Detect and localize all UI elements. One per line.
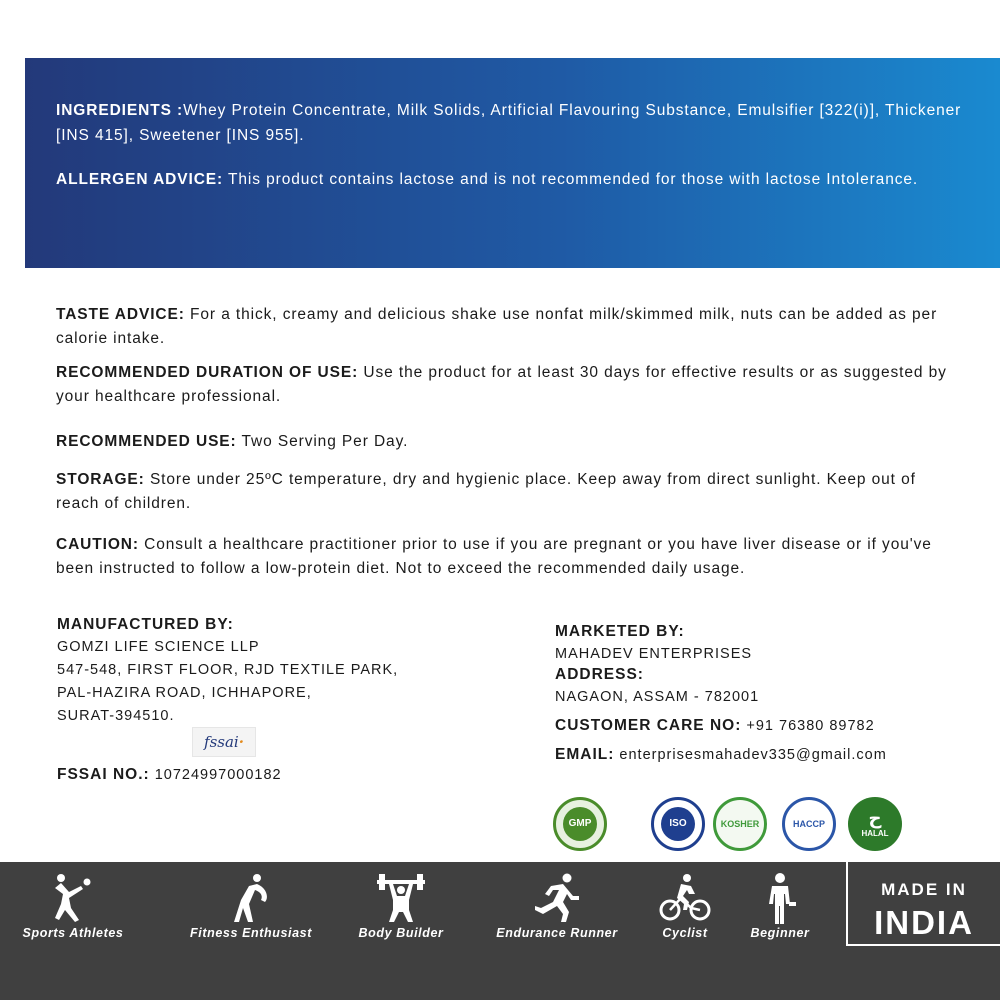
haccp-badge-icon: HACCP bbox=[782, 797, 836, 851]
manufacturer-line: GOMZI LIFE SCIENCE LLP bbox=[57, 639, 260, 655]
weightlifter-icon bbox=[375, 872, 427, 924]
activity-fitness-enthusiast bbox=[190, 862, 312, 1000]
audience-footer bbox=[0, 862, 1000, 1000]
cyclist-icon bbox=[659, 872, 711, 924]
ingredients-value: Whey Protein Concentrate, Milk Solids, Artificial Flavouring Substance, Emulsifier [322(i)], Thickener [INS 415], Sweetener [INS 955]. bbox=[56, 102, 962, 144]
taste-advice bbox=[56, 303, 956, 351]
halal-script-mark: ح bbox=[868, 808, 882, 829]
duration-value: Use the product for at least 30 days for effective results or as suggested by your healthcare professional. bbox=[56, 364, 947, 405]
marketer-address: NAGAON, ASSAM - 782001 bbox=[555, 689, 760, 705]
activity-label: Fitness Enthusiast bbox=[190, 926, 312, 940]
recommended-use-label: RECOMMENDED USE: bbox=[56, 433, 237, 450]
ingredients-banner bbox=[25, 58, 1000, 268]
email-row bbox=[555, 743, 887, 767]
activity-label: Endurance Runner bbox=[496, 926, 618, 940]
fssai-logo-mark: · bbox=[238, 733, 244, 751]
made-in-text: MADE IN bbox=[881, 880, 967, 899]
ingredients-label: INGREDIENTS : bbox=[56, 102, 184, 119]
halal-badge-text: HALAL bbox=[861, 829, 889, 838]
fssai-number: 10724997000182 bbox=[149, 767, 282, 783]
recommended-use-value: Two Serving Per Day. bbox=[236, 433, 409, 450]
marketer-block bbox=[555, 620, 887, 767]
marketer-name: MAHADEV ENTERPRISES bbox=[555, 646, 753, 662]
allergen-value: This product contains lactose and is not recommended for those with lactose Intolerance. bbox=[223, 171, 919, 188]
activity-label: Cyclist bbox=[662, 926, 708, 940]
fssai-logo bbox=[192, 727, 256, 757]
caution-advice bbox=[56, 533, 956, 581]
activity-cyclist bbox=[650, 862, 720, 1000]
activity-label: Body Builder bbox=[358, 926, 444, 940]
activity-sports-athletes bbox=[18, 862, 128, 1000]
email-label: EMAIL: bbox=[555, 746, 615, 763]
recommended-use bbox=[56, 430, 956, 454]
email-address: enterprisesmahadev335@gmail.com bbox=[614, 747, 887, 763]
beginner-icon bbox=[760, 872, 800, 926]
address-label: ADDRESS: bbox=[555, 666, 644, 683]
ingredients-text bbox=[56, 98, 970, 148]
fitness-stretch-icon bbox=[227, 872, 275, 924]
iso-badge-text: ISO bbox=[661, 807, 695, 841]
activity-beginner bbox=[744, 862, 816, 1000]
activity-label: Sports Athletes bbox=[22, 926, 124, 940]
allergen-text bbox=[56, 167, 970, 192]
halal-badge-icon bbox=[848, 797, 902, 851]
manufacturer-line: PAL-HAZIRA ROAD, ICHHAPORE, bbox=[57, 685, 312, 701]
runner-icon bbox=[531, 872, 583, 924]
manufacturer-line: 547-548, FIRST FLOOR, RJD TEXTILE PARK, bbox=[57, 662, 399, 678]
customer-care-row bbox=[555, 714, 887, 738]
iso-badge-icon bbox=[651, 797, 705, 851]
fssai-label: FSSAI NO.: bbox=[57, 766, 150, 783]
gmp-badge-text: GMP bbox=[563, 807, 597, 841]
kosher-badge-icon: KOSHER bbox=[713, 797, 767, 851]
activity-endurance-runner bbox=[494, 862, 620, 1000]
activity-label: Beginner bbox=[750, 926, 810, 940]
duration-label: RECOMMENDED DURATION OF USE: bbox=[56, 364, 359, 381]
caution-value: Consult a healthcare practitioner prior to use if you are pregnant or you have liver disease or if you've been instructed to follow a low-protein diet. Not to exceed the recommended daily usage. bbox=[56, 536, 932, 577]
allergen-label: ALLERGEN ADVICE: bbox=[56, 171, 224, 188]
certification-badges bbox=[553, 797, 913, 853]
manufacturer-line: SURAT-394510. bbox=[57, 708, 175, 724]
duration-advice bbox=[56, 361, 956, 409]
storage-value: Store under 25ºC temperature, dry and hygienic place. Keep away from direct sunlight. Keep out of reach of children. bbox=[56, 471, 916, 512]
india-text: INDIA bbox=[874, 904, 974, 941]
activity-body-builder bbox=[356, 862, 446, 1000]
storage-label: STORAGE: bbox=[56, 471, 145, 488]
manufacturer-heading: MANUFACTURED BY: bbox=[57, 616, 234, 633]
customer-care-number: +91 76380 89782 bbox=[741, 718, 875, 734]
fssai-number-row bbox=[57, 763, 282, 787]
sports-athlete-icon bbox=[49, 872, 97, 924]
taste-value: For a thick, creamy and delicious shake use nonfat milk/skimmed milk, nuts can be added as per calorie intake. bbox=[56, 306, 938, 347]
made-in-india-badge bbox=[846, 862, 1000, 946]
marketer-heading: MARKETED BY: bbox=[555, 623, 685, 640]
taste-label: TASTE ADVICE: bbox=[56, 306, 185, 323]
fssai-logo-text: fssai bbox=[204, 733, 239, 751]
storage-advice bbox=[56, 468, 956, 516]
gmp-badge-icon bbox=[553, 797, 607, 851]
caution-label: CAUTION: bbox=[56, 536, 139, 553]
manufacturer-block bbox=[57, 613, 398, 728]
customer-care-label: CUSTOMER CARE NO: bbox=[555, 717, 742, 734]
